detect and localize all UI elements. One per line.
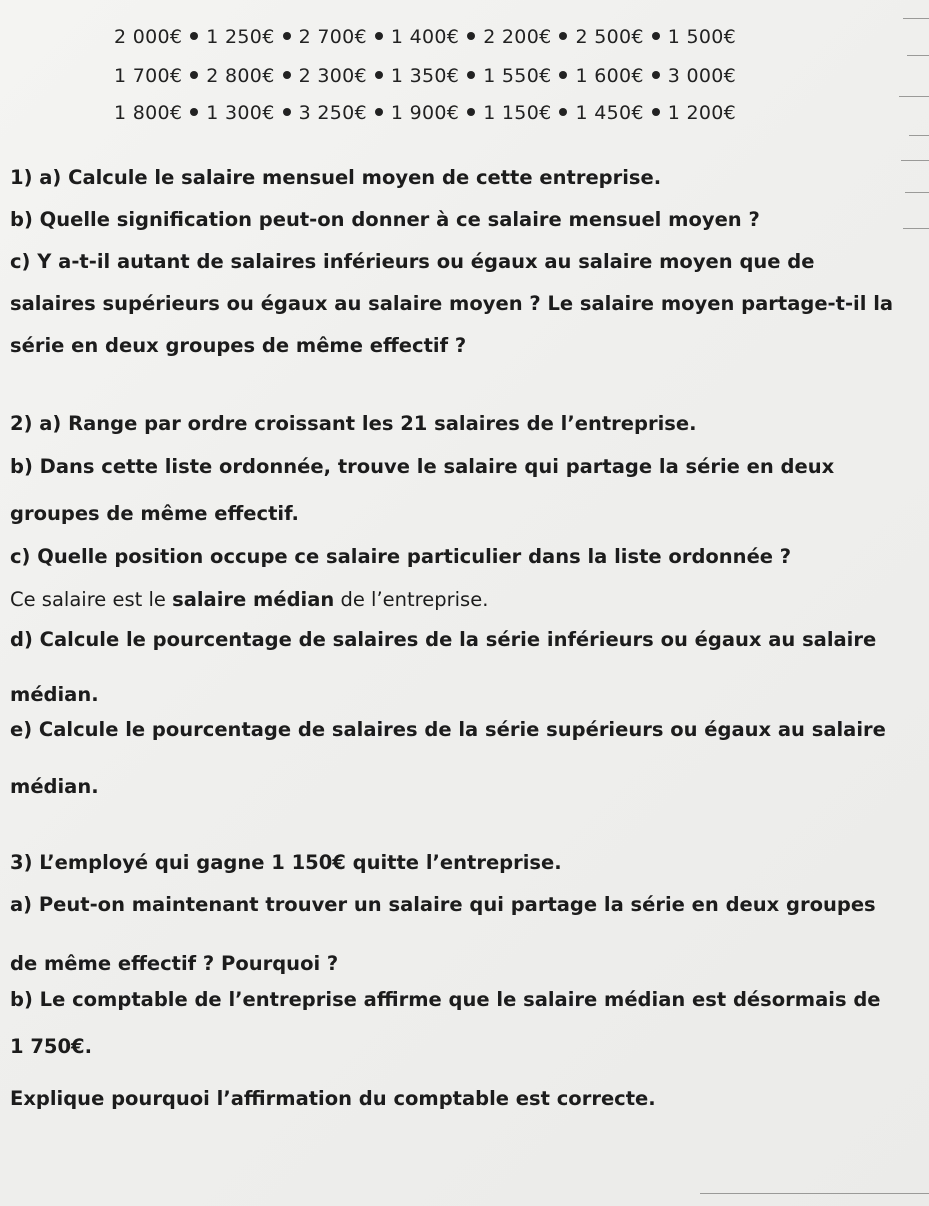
salary-value: 2 000€: [114, 26, 183, 48]
salary-value: 2 200€: [483, 26, 552, 48]
salary-value: 3 000€: [667, 65, 737, 87]
q1-a: 1) a) Calcule le salaire mensuel moyen de cette entreprise.: [10, 166, 662, 189]
q2-e-line1: e) Calcule le pourcentage de salaires de la série supérieurs ou égaux au salaire: [10, 718, 886, 741]
bullet-separator: [190, 71, 198, 79]
salary-value: 1 150€: [483, 102, 552, 124]
salary-value: 1 900€: [390, 102, 460, 124]
bullet-separator: [559, 108, 567, 116]
q1-c-line1: c) Y a-t-il autant de salaires inférieurs ou égaux au salaire moyen que de: [10, 250, 815, 273]
bullet-separator: [652, 71, 660, 79]
bullet-separator: [559, 32, 567, 40]
q3-a-line2: de même effectif ? Pourquoi ?: [10, 952, 339, 975]
median-definition: [10, 588, 488, 611]
q2-d-line2: médian.: [10, 683, 99, 706]
salary-value: 1 450€: [575, 102, 644, 124]
median-term: salaire médian: [172, 588, 335, 611]
bullet-separator: [652, 108, 660, 116]
bullet-separator: [375, 32, 383, 40]
bullet-separator: [375, 71, 383, 79]
bullet-separator: [190, 32, 198, 40]
salary-value: 2 500€: [575, 26, 644, 48]
salary-row-3: [114, 102, 736, 124]
salary-value: 1 600€: [575, 65, 644, 87]
bullet-separator: [467, 108, 475, 116]
bullet-separator: [283, 32, 291, 40]
salary-value: 3 250€: [298, 102, 367, 124]
salary-value: 1 200€: [667, 102, 737, 124]
q2-b-line2: groupes de même effectif.: [10, 502, 299, 525]
bullet-separator: [559, 71, 567, 79]
salary-value: 1 300€: [206, 102, 275, 124]
bullet-separator: [375, 108, 383, 116]
q2-b-line1: b) Dans cette liste ordonnée, trouve le salaire qui partage la série en deux: [10, 455, 835, 478]
q2-a: 2) a) Range par ordre croissant les 21 salaires de l’entreprise.: [10, 412, 697, 435]
q3-b-line3: Explique pourquoi l’affirmation du comptable est correcte.: [10, 1087, 656, 1110]
salary-value: 2 800€: [206, 65, 275, 87]
median-definition-suffix: de l’entreprise.: [334, 588, 489, 611]
bullet-separator: [283, 71, 291, 79]
bullet-separator: [467, 32, 475, 40]
salary-value: 1 350€: [390, 65, 460, 87]
salary-value: 1 250€: [206, 26, 275, 48]
salary-value: 1 800€: [114, 102, 183, 124]
q1-c-line2: salaires supérieurs ou égaux au salaire moyen ? Le salaire moyen partage-t-il la: [10, 292, 894, 315]
salary-value: 1 550€: [483, 65, 552, 87]
q1-c-line3: série en deux groupes de même effectif ?: [10, 334, 467, 357]
salary-value: 1 400€: [390, 26, 460, 48]
salary-row-2: [114, 65, 736, 87]
q3-intro: 3) L’employé qui gagne 1 150€ quitte l’entreprise.: [10, 851, 562, 874]
salary-value: 1 700€: [114, 65, 183, 87]
q3-b-line2: 1 750€.: [10, 1035, 93, 1058]
q3-b-line1: b) Le comptable de l’entreprise affirme que le salaire médian est désormais de: [10, 988, 881, 1011]
salary-value: 2 700€: [298, 26, 367, 48]
bullet-separator: [190, 108, 198, 116]
q1-b: b) Quelle signification peut-on donner à ce salaire mensuel moyen ?: [10, 208, 760, 231]
q3-a-line1: a) Peut-on maintenant trouver un salaire qui partage la série en deux groupes: [10, 893, 876, 916]
bullet-separator: [283, 108, 291, 116]
bullet-separator: [467, 71, 475, 79]
margin-ticks: [889, 0, 929, 1206]
q2-d-line1: d) Calcule le pourcentage de salaires de la série inférieurs ou égaux au salaire: [10, 628, 877, 651]
salary-value: 2 300€: [298, 65, 367, 87]
salary-row-1: [114, 26, 736, 48]
median-definition-prefix: Ce salaire est le: [10, 588, 173, 611]
bottom-rule: [700, 1193, 929, 1194]
q2-c: c) Quelle position occupe ce salaire particulier dans la liste ordonnée ?: [10, 545, 792, 568]
q2-e-line2: médian.: [10, 775, 99, 798]
bullet-separator: [652, 32, 660, 40]
salary-value: 1 500€: [667, 26, 737, 48]
